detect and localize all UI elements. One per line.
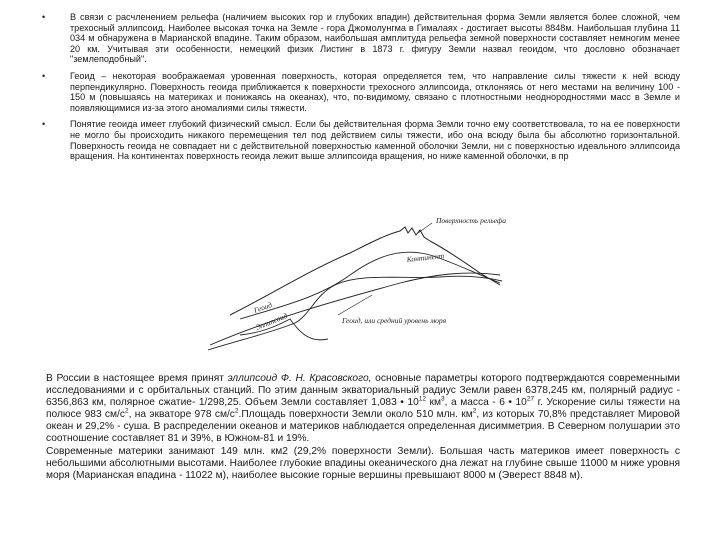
geoid-sea-level-line	[208, 276, 502, 350]
geoid-diagram	[200, 215, 510, 370]
bullet-text-1: В связи с расчленением рельефа (наличием высоких гор и глубоких впадин) действительная форма Земли является более сложной, чем трехосный эллипсоид. Наиболее высокая точка на Земле - гора Джомолунгма в Гималаях - достигает высоты 8848м. Наибольшая глубина 11 034 м обнаружена в Марианской впадине. Таким образом, наибольшая амплитуда рельефа земной поверхности составляет немногим менее 20 км. Учитывая эти особенности, немецкий физик Листинг в 1873 г. фигуру Земли назвал геоидом, что дословно обозначает "землеподобный".	[70, 12, 680, 65]
superscript: 12	[418, 395, 426, 403]
superscript: 27	[526, 395, 535, 403]
superscript: 2	[472, 407, 477, 415]
ellipsoid-name-italic: эллипсоид Ф. Н. Красовского,	[227, 373, 372, 384]
label-relief: Поверхность рельефа	[436, 216, 506, 225]
text-span: км	[425, 397, 441, 409]
text-span: , из которых 70,8% представляет Мировой океан и 29,2% - суша. В распределении океанов и материков наблюдается определенная дисимметрия. В Северном полушарии это соотношение составляет 81 и 39%, в Южном-81 и 19%.	[46, 409, 680, 445]
label-geoid-left: Геоид	[252, 300, 274, 315]
text-span: В России в настоящее время принят	[46, 373, 228, 384]
bullet-text-3: Понятие геоида имеет глубокий физический смысл. Если бы действительная форма Земли точно ему соответствовала, то на ее поверхности не могло бы происходить никакого перемещения тел под действием силы тяжести, ибо она всюду была бы абсолютно горизонтальной. Поверхность геоида не совпадает ни с действительной поверхностью каменной оболочки Земли, ни с поверхностью идеального эллипсоида вращения. На континентах поверхность геоида лежит выше эллипсоида вращения, но ниже каменной оболочки, в пр	[70, 119, 680, 162]
sea-level-leader-line	[338, 295, 372, 315]
text-span: основные параметры которого подтверждаются современными исследованиями и с орбитальных станций. По этим данным экваториальный радиус Земли равен 6378,245 км, полярный радиус - 6356,863 км, полярное сжатие- 1/298,25. Объем Земли составляет 1,083 • 10	[46, 373, 680, 409]
continent-line	[240, 252, 500, 319]
superscript: 2	[234, 407, 239, 415]
bullet-dot-icon: •	[42, 119, 46, 130]
bullet-dot-icon: •	[42, 12, 46, 22]
text-span: , на экваторе 978 см/с	[128, 409, 235, 421]
paragraph-ellipsoid	[46, 373, 680, 446]
text-span: .Площадь поверхности Земли около 510 млн. км	[238, 409, 473, 421]
paragraph-continents: Современные материки занимают 149 млн. км2 (29,2% поверхности Земли). Большая часть материков имеет поверхность с небольшими абсолютными высотами. Наиболее глубокие впадины океанического дна лежат на глубине свыше 11000 м ниже уровня моря (Марианская впадина - 11022 м), наиболее высокие горные вершины превышают 8000 м (Эверест 8848 м).	[46, 445, 680, 481]
label-ellipsoid: Эллипсоид	[254, 311, 289, 332]
bullet-text-2: Геоид – некоторая воображаемая уровенная поверхность, которая определяется тем, что направление силы тяжести к ней всюду перпендикулярно. Поверхность геоида приближается к поверхности трехосного эллипсоида, отклоняясь от него местами на величину 100 - 150 м (повышаясь на материках и понижаясь на океанах), что, по-видимому, связано с плотностными неоднородностями масс в Земле и появляющимися из-за этого аномалиями силы тяжести.	[70, 70, 680, 113]
label-sea-level: Геоид, или средний уровень моря	[342, 316, 447, 325]
text-span: г. Ускорение силы тяжести на полюсе 983 см/с	[46, 397, 680, 421]
geoid-diagram-svg	[200, 215, 510, 370]
bullet-item-3	[40, 119, 680, 161]
superscript: 2	[124, 407, 129, 415]
relief-leader-line	[418, 223, 432, 233]
body-text	[46, 373, 680, 482]
bullet-list	[40, 12, 680, 168]
bullet-item-1	[40, 12, 680, 65]
bullet-item-2	[40, 71, 680, 113]
label-continent: Континент	[406, 251, 445, 264]
bullet-dot-icon: •	[42, 70, 46, 81]
superscript: 3	[441, 395, 445, 403]
text-span: , а масса - 6 • 10	[444, 397, 527, 409]
